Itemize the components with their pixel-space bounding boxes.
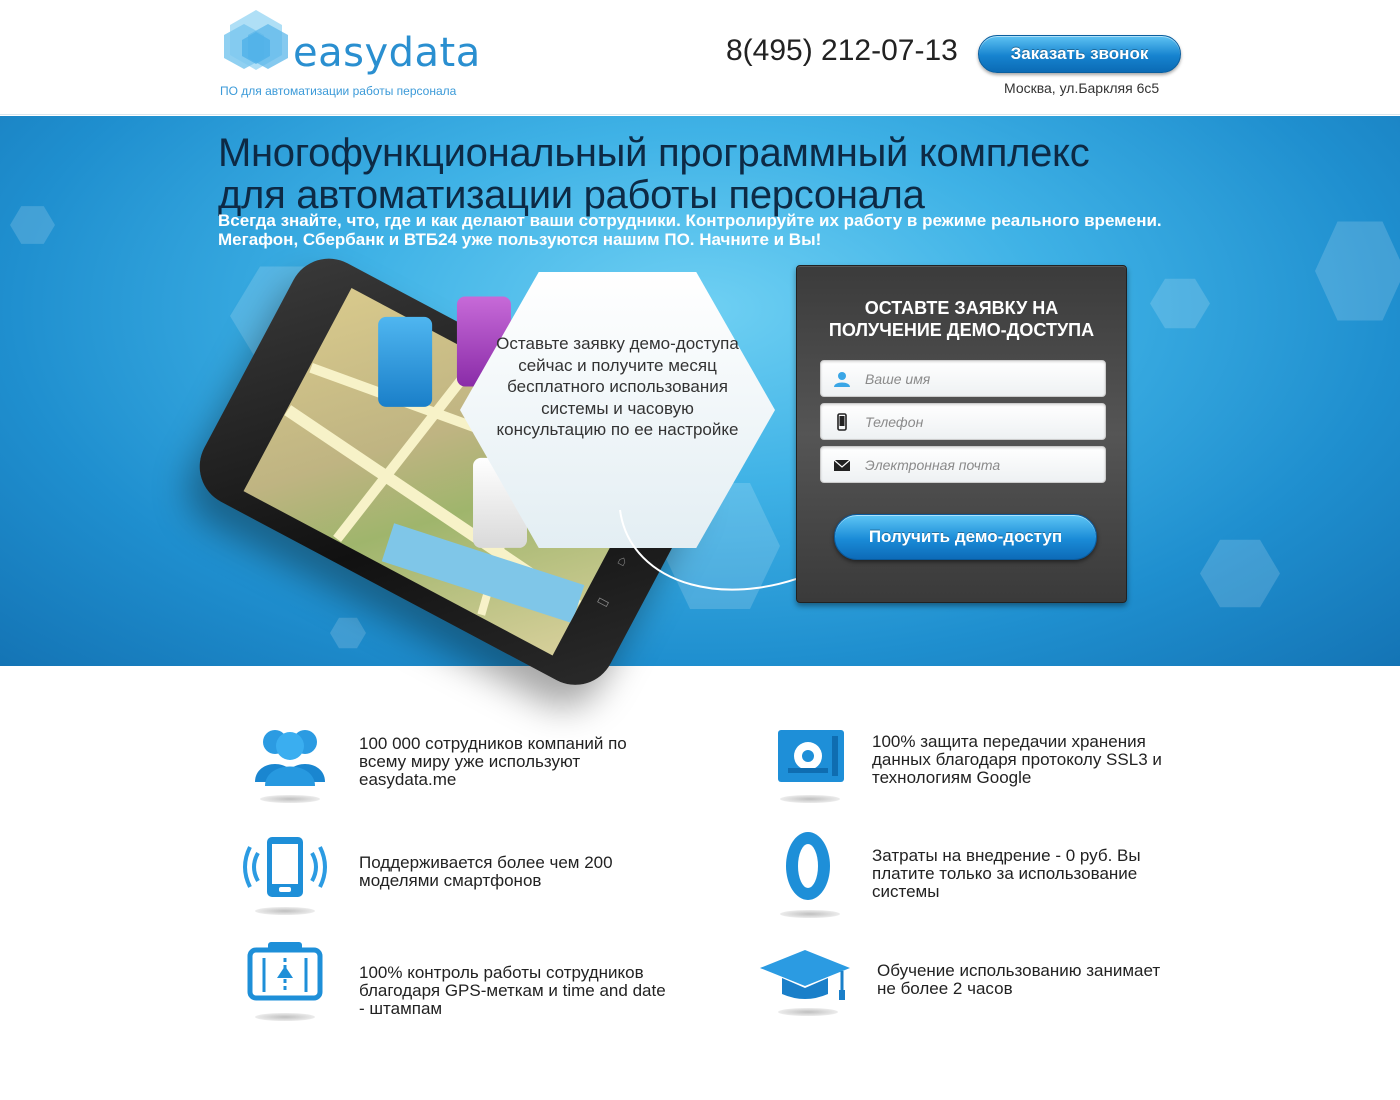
feature-text: 100 000 сотрудников компаний по всему миру уже используют easydata.me [359, 734, 627, 789]
get-demo-button[interactable]: Получить демо-доступ [834, 514, 1097, 560]
feature-text: Затраты на внедрение - 0 руб. Вы платите только за использование системы [872, 846, 1141, 901]
feature-item [760, 940, 1220, 1040]
zero-icon [770, 828, 860, 908]
bg-hexagon [10, 204, 55, 246]
feature-text: Обучение использованию занимает не более 2 часов [877, 961, 1161, 998]
promo-bubble-text: Оставьте заявку демо-доступа сейчас и получите месяц бесплатного использования системы и часовую консультацию по ее настройке [496, 334, 739, 439]
bg-hexagon [330, 616, 366, 650]
feature-item [240, 835, 690, 935]
email-field[interactable] [820, 446, 1106, 483]
phone-field[interactable] [820, 403, 1106, 440]
bg-hexagon [1200, 536, 1280, 611]
hero-subtitle-line: Всегда знайте, что, где и как делают ваши сотрудники. Контролируйте их работу в режиме реального времени. [218, 211, 1162, 230]
smartphone-icon [240, 835, 330, 915]
icon-shadow [780, 795, 840, 803]
header-address: Москва, ул.Баркляя 6с5 [1004, 80, 1160, 96]
form-title: ОСТАВТЕ ЗАЯВКУ НА ПОЛУЧЕНИЕ ДЕМО-ДОСТУПА [828, 298, 1095, 340]
hero-title-line: для автоматизации работы персонала [218, 173, 925, 217]
icon-shadow [778, 1008, 838, 1016]
envelope-icon [833, 456, 851, 474]
feature-text: 100% контроль работы сотрудников благодаря GPS-меткам и time and date - штампам [359, 963, 666, 1018]
name-input[interactable] [865, 361, 1100, 396]
feature-text: Поддерживается более чем 200 моделями смартфонов [359, 853, 613, 890]
header-phone[interactable]: 8(495) 212-07-13 [726, 34, 958, 67]
bg-hexagon [1150, 276, 1210, 331]
hero-subtitle-line: Мегафон, Сбербанк и ВТБ24 уже пользуются нашим ПО. Начните и Вы! [218, 230, 822, 249]
icon-shadow [255, 1013, 315, 1021]
safe-icon [770, 720, 860, 800]
site-header [0, 0, 1400, 115]
feature-item [770, 828, 1220, 928]
user-icon [833, 370, 851, 388]
globe-tag-icon [378, 317, 432, 407]
hexagon-logo-icon [220, 8, 292, 76]
users-icon [245, 720, 335, 800]
bg-hexagon [1315, 216, 1400, 326]
callback-button[interactable]: Заказать звонок [978, 35, 1181, 73]
tagline: ПО для автоматизации работы персонала [220, 84, 457, 98]
hero-title [218, 132, 1218, 216]
hero-subtitle [218, 211, 1218, 249]
feature-item [240, 940, 690, 1040]
name-field[interactable] [820, 360, 1106, 397]
feature-item [770, 720, 1220, 820]
icon-shadow [255, 907, 315, 915]
feature-item [240, 720, 690, 820]
home-button-icon: ⌂ [615, 551, 631, 570]
logo[interactable] [218, 8, 481, 78]
gps-road-icon [240, 940, 330, 1020]
hero-title-line: Многофункциональный программный комплекс [218, 131, 1090, 175]
phone-input[interactable] [865, 404, 1100, 439]
phone-icon [833, 413, 851, 431]
menu-button-icon: ▭ [594, 590, 614, 612]
feature-text: 100% защита передачии хранения данных благодаря протоколу SSL3 и технологиям Google [872, 732, 1162, 787]
icon-shadow [780, 910, 840, 918]
icon-shadow [260, 795, 320, 803]
email-input[interactable] [865, 447, 1100, 482]
logo-text: easydata [293, 30, 481, 76]
demo-request-form [796, 265, 1127, 603]
